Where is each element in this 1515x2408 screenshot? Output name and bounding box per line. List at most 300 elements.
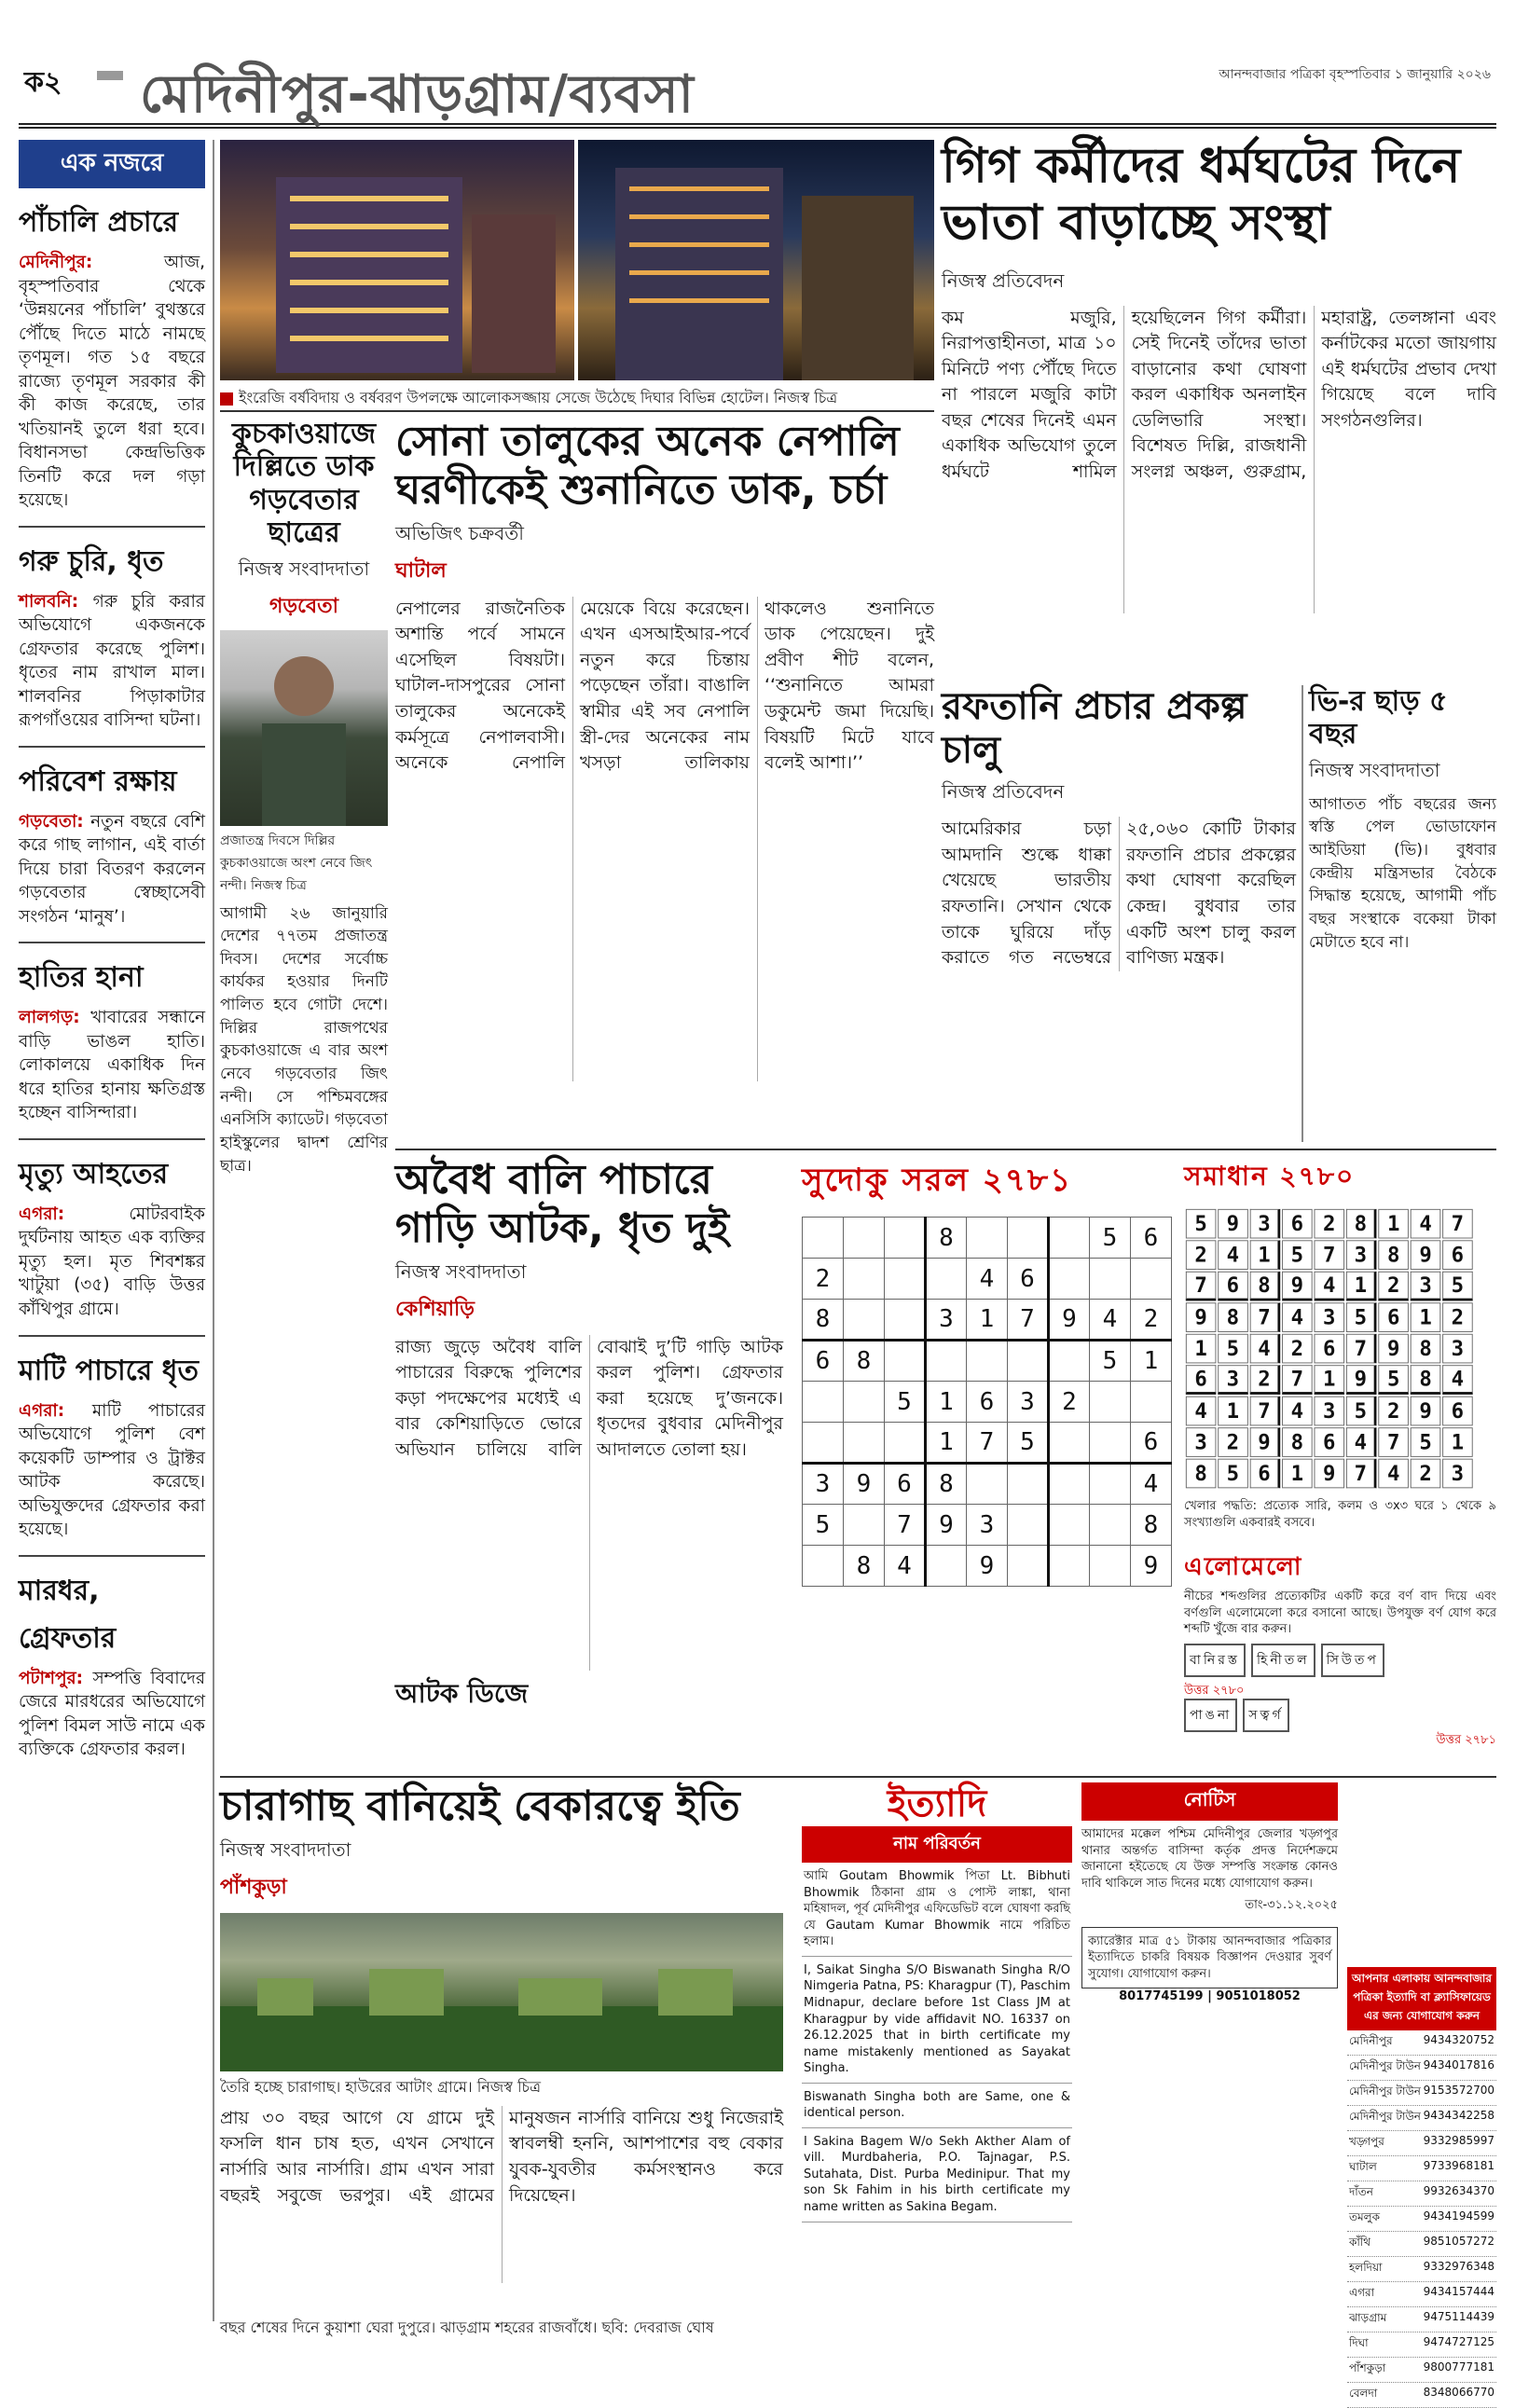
grid-cell: 4 [1282, 1397, 1312, 1426]
grid-cell: 3 [1008, 1382, 1049, 1423]
masthead [19, 54, 1496, 129]
grid-cell: 8 [926, 1218, 967, 1259]
grid-cell: 6 [1250, 1459, 1281, 1489]
brief-text [19, 590, 205, 733]
grid-cell: 5 [1411, 1427, 1440, 1457]
grid-cell: 9 [1282, 1272, 1312, 1301]
brief-text [19, 810, 205, 929]
grid-cell: 3 [1315, 1302, 1344, 1332]
jumble-answer: সত্বর্গ [1243, 1699, 1288, 1732]
grid-cell: 4 [1315, 1272, 1344, 1301]
jumble-answers-title: উত্তর ২৭৮০ [1184, 1683, 1245, 1698]
grid-cell [926, 1546, 967, 1587]
grid-cell [885, 1218, 926, 1259]
jumble-word: বানিরস্ত [1184, 1644, 1246, 1677]
agent-phone: 9475114439 [1423, 2310, 1494, 2323]
grid-cell: 8 [1131, 1505, 1172, 1546]
sudoku-puzzle [802, 1156, 1184, 1771]
agent-area: কাঁথি [1349, 2236, 1371, 2249]
grid-cell: 6 [1442, 1397, 1473, 1426]
jumble-word: হিনীতল [1251, 1644, 1315, 1677]
agent-row [1347, 2307, 1496, 2332]
grid-row [803, 1464, 1172, 1505]
grid-cell: 4 [1378, 1459, 1408, 1489]
garhbeta-story [220, 418, 388, 1176]
grid-cell: 5 [1090, 1341, 1131, 1382]
agent-phone: 9434017816 [1423, 2058, 1494, 2071]
grid-cell: 3 [803, 1464, 844, 1505]
dateline-place: কেশিয়াড়ি [395, 1297, 475, 1321]
grid-cell [1090, 1464, 1131, 1505]
grid-cell: 7 [1442, 1209, 1473, 1239]
brief-place: মেদিনীপুর: [19, 253, 164, 272]
grid-cell [1008, 1218, 1049, 1259]
grid-cell: 5 [803, 1505, 844, 1546]
brief-title: মাটি পাচারে ধৃত [19, 1354, 200, 1387]
grid-cell: 1 [967, 1300, 1008, 1341]
grid-cell: 7 [1186, 1272, 1216, 1301]
grid-cell: 5 [1218, 1459, 1247, 1489]
grid-row [803, 1505, 1172, 1546]
grid-cell: 4 [1346, 1427, 1377, 1457]
grid-cell: 5 [1218, 1334, 1247, 1364]
byline: নিজস্ব প্রতিবেদন [942, 268, 1065, 292]
grid-cell: 7 [967, 1423, 1008, 1464]
grid-cell: 6 [1131, 1423, 1172, 1464]
grid-cell: 2 [1378, 1397, 1408, 1426]
grid-cell [803, 1546, 844, 1587]
grid-cell [885, 1341, 926, 1382]
story-body: নেপালের রাজনৈতিক অশান্তি পর্বে সামনে এসেছিল বিষয়টা। ঘাটাল-দাসপুরের সোনা তালুকের অনেকেই কর্মসূত্রে নেপালবাসী। অনেকে নেপালি মেয়েকে বিয়ে করেছেন। এখন এসআইআর-পর্বে নতুন করে চিন্তায় পড়েছেন তাঁরা। বাঙালি স্বামীর এই সব নেপালি স্ত্রী-দের অনেকের নাম খসড়া তালিকায় থাকলেও শুনানিতে ডাক পেয়েছেন। দুই প্রবীণ শীট বলেন, ‘‘শুনানিতে আমরা ডকুমেন্ট জমা দিয়েছি। বিষয়টি মিটে যাবে বলেই আশা।’’ [395, 598, 934, 774]
grid-cell: 8 [803, 1300, 844, 1341]
grid-cell: 5 [1090, 1218, 1131, 1259]
grid-cell: 4 [967, 1259, 1008, 1300]
agent-row [1347, 2232, 1496, 2257]
agent-phone: 9800777181 [1423, 2360, 1494, 2374]
grid-cell: 5 [885, 1382, 926, 1423]
grid-cell: 1 [1250, 1240, 1281, 1270]
classified-item: আমি Goutam Bhowmik পিতা Lt. Bibhuti Bhowmik ঠিকানা গ্রাম ও পোস্ট লাঙ্কা, থানা মহিষাদল, পূর্ব মেদিনীপুর এফিডেভিট বলে ঘোষণা করছি যে Gautam Kumar Bhowmik নামে পরিচিত হলাম। [802, 1863, 1072, 1957]
agent-row [1347, 2081, 1496, 2106]
grid-cell: 3 [1346, 1240, 1377, 1270]
classified-item: I Sakina Bagem W/o Sekh Akther Alam of vill. Murdbaheria, P.O. Tajnagar, P.S. Sutahata, Dist. Purba Medinipur. That my son Sk Fahim in his birth certificate my name written as Sakina Begam. [802, 2128, 1072, 2222]
agent-area: মেদিনীপুর টাউন [1349, 2059, 1421, 2072]
agent-row [1347, 2030, 1496, 2056]
byline: নিজস্ব সংবাদদাতা [238, 557, 370, 580]
brief-separator [19, 1138, 205, 1140]
building-illustration [578, 140, 934, 380]
grid-cell: 8 [844, 1546, 885, 1587]
agent-row [1347, 2181, 1496, 2207]
caption-marker-icon [220, 392, 233, 406]
grid-cell: 8 [926, 1464, 967, 1505]
agent-phone: 9153572700 [1423, 2084, 1494, 2097]
agent-phone: 9434342258 [1423, 2109, 1494, 2122]
grid-cell: 4 [1186, 1397, 1216, 1426]
story-body: আগাতত পাঁচ বছরের জন্য স্বস্তি পেল ভোডাফোন আইডিয়া (ভি)। বুধবার কেন্দ্রীয় মন্ত্রিসভার বৈঠকে সিদ্ধান্ত হয়েছে, আগামী পাঁচ বছর সংস্থাকে বকেয়া টাকা মেটাতে হবে না। [1309, 794, 1496, 952]
agent-area: মেদিনীপুর টাউন [1349, 2110, 1421, 2123]
jumble-next: উত্তর ২৭৮১ [1436, 1733, 1496, 1748]
grid-cell: 6 [967, 1382, 1008, 1423]
briefs-label: এক নজরে [19, 140, 205, 188]
dateline-place: গড়বেতা [269, 594, 339, 618]
headline: কুচকাওয়াজে দিল্লিতে ডাক গড়বেতার ছাত্রের [231, 418, 377, 550]
grid-cell: 3 [1218, 1365, 1247, 1395]
sudoku-grid [802, 1217, 1172, 1587]
grid-cell [1008, 1505, 1049, 1546]
agent-area: খড়্গপুর [1349, 2135, 1384, 2148]
grid-cell: 4 [1090, 1300, 1131, 1341]
grid-cell [844, 1259, 885, 1300]
dateline-place: ঘাটাল [395, 558, 447, 583]
headline: গিগ কর্মীদের ধর্মঘটের দিনে ভাতা বাড়াচ্ছে সংস্থা [942, 138, 1461, 252]
grid-cell: 5 [1442, 1272, 1473, 1301]
agent-row [1347, 2156, 1496, 2181]
agent-phone: 9474727125 [1423, 2335, 1494, 2348]
story-body: আগামী ২৬ জানুয়ারি দেশের ৭৭তম প্রজাতন্ত্র দিবস। দেশের সর্বোচ্চ কার্যকর হওয়ার দিনটি পালিত হবে গোটা দেশে। দিল্লির রাজপথের কুচকাওয়াজে এ বার অংশ নেবে গড়বেতার জিৎ নন্দী। সে পশ্চিমবঙ্গের এনসিসি ক্যাডেট। গড়বেতা হাইস্কুলের দ্বাদশ শ্রেণির ছাত্র। [220, 903, 388, 1176]
grid-cell [803, 1423, 844, 1464]
grid-cell: 6 [1008, 1259, 1049, 1300]
grid-cell: 1 [926, 1423, 967, 1464]
nursery-story [220, 1782, 783, 2323]
grid-cell: 2 [1131, 1300, 1172, 1341]
agent-row [1347, 2282, 1496, 2307]
story-body: রাজ্য জুড়ে অবৈধ বালি পাচারের বিরুদ্ধে পুলিশের কড়া পদক্ষেপের মধ্যেই এ বার কেশিয়াড়িতে ভোরে অভিযান চালিয়ে বালি বোঝাই দু’টি গাড়ি আটক করল পুলিশ। গ্রেফতার করা হয়েছে দু’জনকে। ধৃতদের বুধবার মেদিনীপুর আদালতে তোলা হয়। [395, 1336, 783, 1460]
grid-cell: 1 [1346, 1272, 1377, 1301]
byline: অভিজিৎ চক্রবর্তী [395, 521, 524, 544]
jumble-words [1184, 1644, 1496, 1677]
grid-row [803, 1382, 1172, 1423]
notice-badge: নোটিস [1081, 1782, 1338, 1821]
agent-phone: 9434194599 [1423, 2209, 1494, 2222]
grid-row [803, 1546, 1172, 1587]
grid-cell: 8 [1411, 1365, 1440, 1395]
grid-cell: 8 [1378, 1240, 1408, 1270]
story-body: আমেরিকার চড়া আমদানি শুল্কে ধাক্কা খেয়েছে ভারতীয় রফতানি। সেখান থেকে তাকে ঘুরিয়ে দাঁড় করাতে গত নভেম্বরে ২৫,০৬০ কোটি টাকার রফতানি প্রচার প্রকল্পের কথা ঘোষণা করেছিল কেন্দ্র। বুধবার তার একটি অংশ চালু করল বাণিজ্য মন্ত্রক। [942, 819, 1296, 969]
vi-story [1309, 685, 1496, 1147]
grid-row [1186, 1365, 1473, 1395]
grid-row [1186, 1272, 1473, 1301]
classifieds-brand: ইত্যাদি [887, 1782, 987, 1825]
top-photo-caption: ইংরেজি বর্ষবিদায় ও বর্ষবরণ উপলক্ষে আলোকসজ্জায় সেজে উঠেছে দিঘার বিভিন্ন হোটেল। নিজস্ব চিত্র [220, 382, 934, 406]
masthead-decor [97, 71, 123, 80]
photo-caption: তৈরি হচ্ছে চারাগাছ। হাউরের আটাং গ্রামে। নিজস্ব চিত্র [220, 2077, 541, 2096]
grid-cell: 4 [1131, 1464, 1172, 1505]
agent-row [1347, 2257, 1496, 2282]
grid-cell [844, 1218, 885, 1259]
grid-cell: 9 [926, 1505, 967, 1546]
grid-cell: 2 [1315, 1209, 1344, 1239]
agent-phone: 9733968181 [1423, 2159, 1494, 2172]
grid-row [803, 1300, 1172, 1341]
ghatal-story [395, 418, 934, 1145]
grid-cell: 6 [1315, 1427, 1344, 1457]
classified-item: I, Saikat Singha S/O Biswanath Singha R/O Nimgeria Patna, PS: Kharagpur (T), Paschim Midnapur, declare before 1st Class JM at Kharagpur by vide affidavit NO. 16337 on 26.12.2025 that in birth certificate my name mistakenly mentioned as Sayakat Singha. [802, 1957, 1072, 2084]
grid-cell [1090, 1505, 1131, 1546]
grid-cell [1049, 1218, 1090, 1259]
grid-cell: 3 [1250, 1209, 1281, 1239]
brief-title: হাতির হানা [19, 961, 144, 995]
brief-title: পরিবেশ রক্ষায় [19, 764, 177, 798]
person-silhouette [220, 630, 388, 826]
grid-cell: 4 [1411, 1209, 1440, 1239]
brief-body: গরু চুরি করার অভিযোগে একজনকে গ্রেফতার করেছে পুলিশ। ধৃতের নাম রাখাল মাল। শালবনির পিড়াকাটার রূপগাঁওয়ের বাসিন্দা ঘটনা। [19, 591, 205, 731]
brief-place: পটাশপুর: [19, 1668, 93, 1688]
grid-row [1186, 1302, 1473, 1332]
grid-cell: 2 [1442, 1302, 1473, 1332]
grid-cell: 1 [1218, 1397, 1247, 1426]
divider [220, 1776, 1496, 1778]
grid-cell [1008, 1546, 1049, 1587]
agent-row [1347, 2332, 1496, 2358]
grid-cell: 9 [1250, 1427, 1281, 1457]
grid-row [1186, 1397, 1473, 1426]
bottom-photo-caption: বছর শেষের দিনে কুয়াশা ঘেরা দুপুরে। ঝাড়গ্রাম শহরের রাজবাঁধে। ছবি: দেবরাজ ঘোষ [220, 2319, 714, 2336]
grid-cell: 5 [1282, 1240, 1312, 1270]
brief-separator [19, 526, 205, 528]
grid-cell [1090, 1259, 1131, 1300]
sub-headline: আটক ডিজে [395, 1677, 529, 1709]
grid-cell [1090, 1423, 1131, 1464]
brief-text [19, 251, 205, 513]
grid-cell: 1 [1378, 1209, 1408, 1239]
export-story [942, 685, 1296, 1147]
grid-cell: 9 [967, 1546, 1008, 1587]
agent-row [1347, 2383, 1496, 2408]
grid-cell: 5 [1346, 1302, 1377, 1332]
grid-cell: 3 [926, 1300, 967, 1341]
grid-cell: 2 [1282, 1334, 1312, 1364]
brief-place: গড়বেতা: [19, 811, 91, 832]
grid-cell: 2 [803, 1259, 844, 1300]
grid-cell: 6 [1218, 1272, 1247, 1301]
grid-cell [967, 1218, 1008, 1259]
page-number: ক২ [24, 66, 62, 99]
brief-title: পাঁচালি প্রচারে [19, 206, 179, 239]
agent-area: মেদিনীপুর [1349, 2034, 1393, 2047]
headline: ভি-র ছাড় ৫ বছর [1309, 685, 1448, 751]
grid-cell: 9 [1411, 1240, 1440, 1270]
grid-cell [926, 1341, 967, 1382]
agent-phone: 9332985997 [1423, 2134, 1494, 2147]
grid-cell [844, 1505, 885, 1546]
grid-cell: 1 [1282, 1459, 1312, 1489]
agent-area: দাঁতন [1349, 2185, 1373, 2198]
agent-phone: 9434320752 [1423, 2033, 1494, 2046]
grid-row [1186, 1459, 1473, 1489]
agent-area: ঘাটাল [1349, 2160, 1377, 2173]
agent-phone: 9434157444 [1423, 2285, 1494, 2298]
grid-cell: 1 [1411, 1302, 1440, 1332]
building-illustration [220, 140, 574, 380]
grid-cell: 5 [1008, 1423, 1049, 1464]
hotel-photo-left [220, 140, 574, 380]
brief-body: আজ, বৃহস্পতিবার থেকে ‘উন্নয়নের পাঁচালি’ বুথস্তরে পৌঁছে দিতে মাঠে নামছে তৃণমূল। গত ১৫ বছরে রাজ্যে তৃণমূল সরকার কী কী কাজ করেছে, তার খতিয়ানই তুলে ধরা হবে। বিধানসভা কেন্দ্রভিত্তিক তিনটি করে দল গড়া হয়েছে। [19, 253, 205, 511]
jumble-word: সিউতপ [1321, 1644, 1384, 1677]
grid-cell [1049, 1423, 1090, 1464]
brief-separator [19, 1335, 205, 1337]
grid-cell: 7 [1315, 1240, 1344, 1270]
grid-row [803, 1341, 1172, 1382]
grid-cell: 6 [1282, 1209, 1312, 1239]
briefs-list [19, 200, 205, 1762]
story-body: প্রায় ৩০ বছর আগে যে গ্রামে দুই ফসলি ধান চাষ হত, এখন সেখানে নার্সারি আর নার্সারি। গ্রাম এখন সারা বছরই সবুজে ভরপুর। এই গ্রামের মানুষজন নার্সারি বানিয়ে শুধু নিজেরাই স্বাবলম্বী হননি, আশপাশের বহু বেকার যুবক-যুবতীর কর্মসংস্থানও করে দিয়েছেন। [220, 2107, 783, 2206]
grid-cell: 5 [1346, 1397, 1377, 1426]
brief-title: মৃত্যু আহতের [19, 1157, 169, 1190]
ad-box-text: ক্যারেক্টার মাত্র ৫১ টাকায় আনন্দবাজার পত্রিকার ইত্যাদিতে চাকরি বিষয়ক বিজ্ঞাপন দেওয়ার সুবর্ণ সুযোগ। যোগাযোগ করুন। [1081, 1927, 1338, 1989]
grid-cell: 7 [1282, 1365, 1312, 1395]
grid-cell [844, 1382, 885, 1423]
brief-place: এগরা: [19, 1400, 92, 1421]
agent-row [1347, 2131, 1496, 2156]
column-rule [213, 140, 214, 2321]
grid-cell: 7 [1250, 1302, 1281, 1332]
grid-cell: 1 [926, 1382, 967, 1423]
section-title: মেদিনীপুর-ঝাড়গ্রাম/ব্যবসা [140, 64, 695, 125]
dateline-place: পাঁশকুড়া [220, 1875, 287, 1899]
agent-row [1347, 2207, 1496, 2232]
grid-cell [885, 1423, 926, 1464]
grid-cell [1049, 1464, 1090, 1505]
grid-row [1186, 1334, 1473, 1364]
grid-cell: 7 [1250, 1397, 1281, 1426]
grid-cell: 9 [1186, 1302, 1216, 1332]
byline: নিজস্ব সংবাদদাতা [1309, 758, 1440, 781]
grid-cell: 6 [1442, 1240, 1473, 1270]
grid-cell: 8 [1218, 1302, 1247, 1332]
grid-cell: 6 [1315, 1334, 1344, 1364]
briefs-column [19, 140, 205, 2326]
byline: নিজস্ব প্রতিবেদন [942, 780, 1065, 804]
grid-cell: 7 [1346, 1459, 1377, 1489]
agent-area: দিঘা [1349, 2336, 1369, 2349]
grid-cell [1049, 1341, 1090, 1382]
grid-cell: 4 [1442, 1365, 1473, 1395]
grid-cell: 2 [1250, 1365, 1281, 1395]
brief-title: গরু চুরি, ধৃত [19, 544, 164, 578]
ad-box-phones: 8017745199 | 9051018052 [1119, 1989, 1301, 2004]
brief-body: খাবারের সন্ধানে বাড়ি ভাঙল হাতি। লোকালয়ে একাধিক দিন ধরে হাতির হানায় ক্ষতিগ্রস্ত হচ্ছেন বাসিন্দারা। [19, 1008, 205, 1123]
agent-area: ঝাড়গ্রাম [1349, 2311, 1387, 2324]
grid-row [803, 1423, 1172, 1464]
legal-notice [1081, 1782, 1338, 2323]
nursery-photo [220, 1913, 783, 2071]
headline: রফতানি প্রচার প্রকল্প চালু [942, 685, 1247, 773]
agent-area: বেলদা [1349, 2387, 1378, 2400]
agent-area: হলদিয়া [1349, 2261, 1383, 2274]
grid-cell [844, 1300, 885, 1341]
grid-row [1186, 1240, 1473, 1270]
photo-caption: প্রজাতন্ত্র দিবসে দিল্লির কুচকাওয়াজে অংশ নেবে জিৎ নন্দী। নিজস্ব চিত্র [220, 832, 373, 893]
headline: অবৈধ বালি পাচারে গাড়ি আটক, ধৃত দুই [395, 1156, 730, 1252]
grid-cell: 8 [844, 1341, 885, 1382]
brief-text [19, 1399, 205, 1542]
divider [220, 410, 934, 412]
grid-cell [844, 1423, 885, 1464]
grid-cell [967, 1341, 1008, 1382]
classified-list [802, 1863, 1072, 2222]
grid-cell: 9 [1411, 1397, 1440, 1426]
brief-body: সম্পত্তি বিবাদের জেরে মারধরের অভিযোগে পুলিশ বিমল সাউ নামে এক ব্যক্তিকে গ্রেফতার করল। [19, 1668, 205, 1760]
grid-cell [803, 1218, 844, 1259]
sand-story [395, 1156, 783, 1771]
grid-cell: 7 [885, 1505, 926, 1546]
grid-cell: 7 [1346, 1334, 1377, 1364]
grid-row [1186, 1209, 1473, 1239]
brief-place: লালগড়: [19, 1008, 91, 1028]
classified-item: Biswanath Singha both are Same, one & identical person. [802, 2084, 1072, 2128]
grid-cell: 3 [1315, 1397, 1344, 1426]
agent-phone: 9932634370 [1423, 2184, 1494, 2197]
hotel-photo-right [578, 140, 934, 380]
headline: চারাগাছ বানিয়েই বেকারত্বে ইতি [220, 1782, 740, 1830]
classifieds-column [802, 1782, 1072, 2323]
grid-cell [1008, 1341, 1049, 1382]
grid-cell: 7 [1008, 1300, 1049, 1341]
grid-cell: 1 [1186, 1334, 1216, 1364]
grid-cell: 4 [1282, 1302, 1312, 1332]
grid-cell: 5 [1186, 1209, 1216, 1239]
grid-cell: 2 [1049, 1382, 1090, 1423]
brief-text [19, 1203, 205, 1322]
agent-phone: 8348066770 [1423, 2386, 1494, 2399]
column-rule [1302, 685, 1303, 1142]
brief-text [19, 1006, 205, 1125]
student-photo [220, 630, 388, 826]
brief-body: মাটি পাচারের অভিযোগে পুলিশ বেশ কয়েকটি ডাম্পার ও ট্রাক্টর আটক করেছে। অভিযুক্তদের গ্রেফতার করা হয়েছে। [19, 1400, 205, 1540]
nursery-illustration [220, 1913, 783, 2071]
grid-cell: 4 [1218, 1240, 1247, 1270]
grid-cell: 6 [1378, 1302, 1408, 1332]
agents-title: আপনার এলাকায় আনন্দবাজার পত্রিকা ইত্যাদি বা ক্ল্যাসিফায়েড এর জন্য যোগাযোগ করুন [1347, 1967, 1496, 2030]
agent-phone: 9851057272 [1423, 2235, 1494, 2248]
grid-cell: 2 [1218, 1427, 1247, 1457]
grid-cell: 4 [1250, 1334, 1281, 1364]
grid-cell [1131, 1259, 1172, 1300]
solution-title: সমাধান ২৭৮০ [1184, 1161, 1356, 1191]
byline: নিজস্ব সংবাদদাতা [395, 1259, 527, 1283]
agent-area: মেদিনীপুর টাউন [1349, 2085, 1421, 2098]
grid-cell: 2 [1186, 1240, 1216, 1270]
grid-cell: 4 [885, 1546, 926, 1587]
byline: নিজস্ব সংবাদদাতা [220, 1837, 351, 1861]
grid-cell: 3 [1442, 1459, 1473, 1489]
grid-cell: 9 [1346, 1365, 1377, 1395]
grid-cell: 7 [1378, 1427, 1408, 1457]
grid-cell: 9 [1218, 1209, 1247, 1239]
agent-area: পাঁশকুড়া [1349, 2361, 1386, 2374]
grid-cell [926, 1259, 967, 1300]
grid-cell [803, 1382, 844, 1423]
grid-cell: 2 [1411, 1459, 1440, 1489]
grid-cell: 9 [1378, 1334, 1408, 1364]
grid-cell [1049, 1505, 1090, 1546]
agent-area: এগরা [1349, 2286, 1375, 2299]
grid-row [1186, 1427, 1473, 1457]
agent-phone: 9332976348 [1423, 2260, 1494, 2273]
agent-row [1347, 2056, 1496, 2081]
grid-cell: 8 [1411, 1334, 1440, 1364]
notice-text: আমাদের মক্কেল পশ্চিম মেদিনীপুর জেলার খড়্গপুর থানার অন্তর্গত বাসিন্দা কর্তৃক প্রদত্ত নির্দেশক্রমে জানানো হইতেছে যে উক্ত সম্পত্তি সংক্রান্ত কোনও দাবি থাকিলে সাত দিনের মধ্যে যোগাযোগ করুন। [1081, 1827, 1338, 1891]
grid-cell: 3 [1186, 1427, 1216, 1457]
grid-cell: 6 [885, 1464, 926, 1505]
agent-row [1347, 2358, 1496, 2383]
dateline: আনন্দবাজার পত্রিকা বৃহস্পতিবার ১ জানুয়ারি ২০২৬ [1219, 67, 1491, 82]
grid-cell: 8 [1346, 1209, 1377, 1239]
jumble-panel [1184, 1548, 1496, 1771]
grid-cell [1049, 1546, 1090, 1587]
gig-workers-story [942, 138, 1496, 679]
